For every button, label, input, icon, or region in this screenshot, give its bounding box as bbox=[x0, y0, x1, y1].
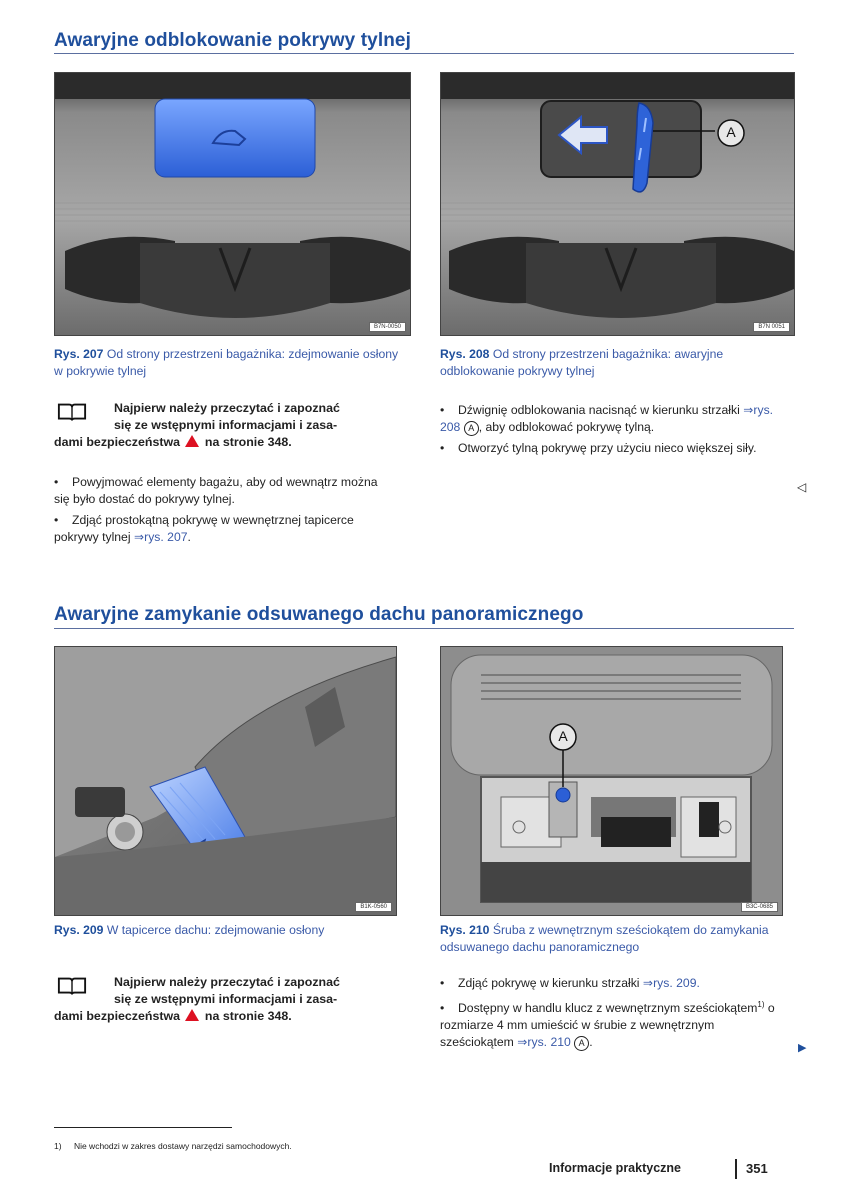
book-icon bbox=[57, 976, 87, 996]
callout-a-marker: A bbox=[464, 421, 479, 436]
bullet-text: Otworzyć tylną pokrywę przy użyciu nieco większej siły. bbox=[458, 441, 757, 455]
list-item: • Dostępny w handlu klucz z wewnętrznym sześciokątem$^{1)}$ o rozmiarze 4 mm umieścić w śrubie z wewnętrznym sześciokątem ⇒rys. 210 A . bbox=[440, 1000, 775, 1050]
figure-209-code: B1K-0560 bbox=[355, 902, 392, 912]
figure-207-caption bbox=[54, 346, 409, 380]
bullet-text: Dźwignię odblokowania nacisnąć w kierunku strzałki bbox=[458, 403, 740, 417]
section-title-panoramic-roof: Awaryjne zamykanie odsuwanego dachu panoramicznego bbox=[54, 604, 584, 625]
continue-arrow-icon: ▶ bbox=[798, 1042, 807, 1054]
footnote-text: Nie wchodzi w zakres dostawy narzędzi samochodowych. bbox=[73, 1141, 292, 1151]
figure-208-image bbox=[440, 72, 795, 336]
section-title-rule bbox=[54, 628, 794, 629]
footnote-ref[interactable]: 1) bbox=[757, 1000, 765, 1009]
figure-210-image bbox=[440, 646, 783, 916]
list-item: • Dźwignię odblokowania nacisnąć w kierunku strzałki ⇒rys. 208 A , aby odblokować pokrywę tylną. bbox=[440, 403, 774, 434]
list-item: • Zdjąć pokrywę w kierunku strzałki ⇒rys. 209. bbox=[440, 976, 700, 990]
safety-warning-2 bbox=[54, 974, 414, 1028]
section-end-mark: ◁ bbox=[797, 480, 807, 494]
bullet-text: Dostępny w handlu klucz z wewnętrznym sześciokątem bbox=[458, 1001, 758, 1016]
list-item: • Otworzyć tylną pokrywę przy użyciu nieco większej siły. bbox=[440, 441, 757, 455]
list-item: • Powyjmować elementy bagażu, aby od wewnątrz można się było dostać do pokrywy tylnej. bbox=[54, 475, 378, 506]
figure-207-label: Rys. 207 bbox=[54, 347, 104, 361]
figure-207-code: B7N-0050 bbox=[369, 322, 406, 332]
footnote-mark: 1) bbox=[54, 1141, 62, 1151]
figure-reference-link[interactable]: ⇒rys. 209. bbox=[642, 976, 700, 990]
warning-2-line1: Najpierw należy przeczytać i zapoznać bbox=[114, 975, 340, 989]
figure-209-label: Rys. 209 bbox=[54, 923, 104, 937]
figure-reference-link[interactable]: ⇒rys. 210 bbox=[517, 1035, 571, 1050]
safety-warning-1 bbox=[54, 400, 414, 454]
sentence-end: . bbox=[589, 1035, 593, 1050]
callout-a-marker: A bbox=[574, 1036, 589, 1051]
bullet-text: o rozmiarze 4 mm umieścić w śrubie z wewnętrznym sześciokątem bbox=[440, 1001, 775, 1050]
figure-207-caption-text: Od strony przestrzeni bagażnika: zdejmowanie osłony w pokrywie tylnej bbox=[54, 347, 399, 378]
warning-1-line2: się ze wstępnymi informacjami i zasa- bbox=[114, 418, 338, 432]
warning-2-line3b: na stronie 348. bbox=[204, 1009, 292, 1023]
figure-209-image bbox=[54, 646, 397, 916]
footer-divider bbox=[735, 1159, 737, 1179]
figure-210-callout-a: A bbox=[558, 728, 568, 744]
figure-208-label: Rys. 208 bbox=[440, 347, 490, 361]
warning-1-line1: Najpierw należy przeczytać i zapoznać bbox=[114, 401, 340, 415]
figure-208-callout-a: A bbox=[726, 124, 736, 140]
footer-section-name: Informacje praktyczne bbox=[549, 1161, 681, 1175]
warning-triangle-icon bbox=[185, 435, 199, 447]
warning-2-line2: się ze wstępnymi informacjami i zasa- bbox=[114, 992, 338, 1006]
section-title-rule bbox=[54, 53, 794, 54]
bullet-text: Zdjąć pokrywę w kierunku strzałki bbox=[458, 976, 640, 990]
bullet-text: Powyjmować elementy bagażu, aby od wewnątrz można się było dostać do pokrywy tylnej. bbox=[54, 475, 378, 506]
bullet-text: , aby odblokować pokrywę tylną. bbox=[478, 420, 655, 434]
list-item: • Zdjąć prostokątną pokrywę w wewnętrznej tapicerce pokrywy tylnej ⇒rys. 207. bbox=[54, 513, 354, 544]
figure-reference-link[interactable]: ⇒rys. 207 bbox=[133, 530, 188, 544]
figure-210-caption-text: Śruba z wewnętrznym sześciokątem do zamykania odsuwanego dachu panoramicznego bbox=[440, 923, 769, 954]
book-icon bbox=[57, 402, 87, 422]
figure-208-caption-text: Od strony przestrzeni bagażnika: awaryjne odblokowanie pokrywy tylnej bbox=[440, 347, 724, 378]
figure-210-code: B3C-0685 bbox=[741, 902, 778, 912]
figure-reference-link[interactable]: ⇒rys. 208 bbox=[440, 403, 774, 434]
figure-210-label: Rys. 210 bbox=[440, 923, 490, 937]
bullet-text: Zdjąć prostokątną pokrywę w wewnętrznej tapicerce pokrywy tylnej bbox=[54, 513, 354, 544]
figure-210-caption bbox=[440, 922, 790, 956]
left-bullet-list-1 bbox=[54, 474, 394, 550]
right-bullet-list-1 bbox=[440, 402, 780, 461]
figure-209-caption bbox=[54, 922, 409, 939]
footnote-separator bbox=[54, 1127, 232, 1128]
figure-208-caption bbox=[440, 346, 795, 380]
section-title-tailgate: Awaryjne odblokowanie pokrywy tylnej bbox=[54, 30, 411, 51]
right-bullet-list-2 bbox=[440, 975, 785, 1055]
figure-207-image bbox=[54, 72, 411, 336]
page-number: 351 bbox=[746, 1161, 768, 1176]
warning-triangle-icon bbox=[185, 1009, 199, 1021]
footnote bbox=[54, 1141, 292, 1151]
warning-2-line3a: dami bezpieczeństwa bbox=[54, 1009, 181, 1023]
warning-1-line3a: dami bezpieczeństwa bbox=[54, 435, 181, 449]
warning-1-line3b: na stronie 348. bbox=[204, 435, 292, 449]
figure-208-code: B7N 0051 bbox=[753, 322, 790, 332]
figure-209-caption-text: W tapicerce dachu: zdejmowanie osłony bbox=[106, 923, 325, 937]
